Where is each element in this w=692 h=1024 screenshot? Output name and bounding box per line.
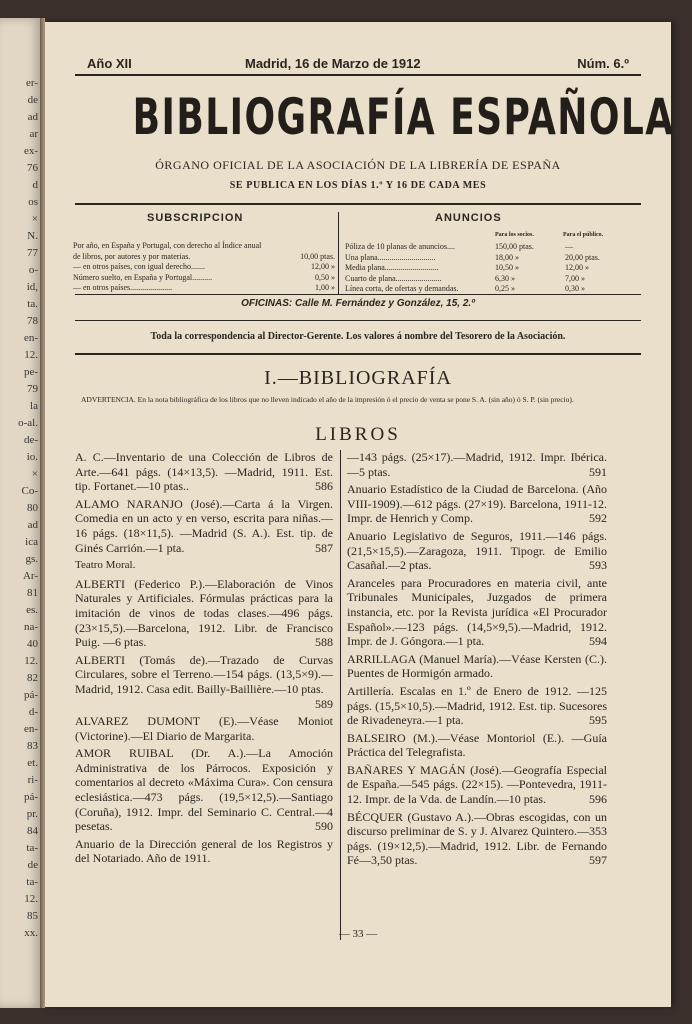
- prev-page-fragment: 12.: [24, 893, 38, 905]
- subscription-label: de libros, por autores y por materias.: [73, 251, 191, 261]
- left-column-entries: [75, 450, 333, 869]
- prev-page-fragment: ×: [31, 468, 38, 480]
- prev-page-fragment: ad: [27, 519, 38, 531]
- bibliography-entry: [75, 746, 333, 834]
- subscription-row: [73, 252, 335, 263]
- page-number: — 33 —: [338, 928, 378, 940]
- ads-price-publico: 12,00 »: [565, 263, 589, 272]
- ads-price-publico: —: [565, 242, 573, 251]
- entry-text: ALBERTI (Federico P.).—Elaboración de Vinos Naturales y Artificiales. Fórmulas prácticas para la imitación de vinos de todas clases.—496 págs. (23×15,5).—Barcelona, 1912. Libr. de Francisco Puig. —6 ptas.: [75, 576, 333, 650]
- bibliography-entry: [75, 714, 333, 743]
- document-page: [45, 22, 675, 1007]
- prev-page-fragment: en-: [23, 723, 38, 735]
- prev-page-fragment: o-al.: [18, 417, 38, 429]
- prev-page-fragment: gs.: [25, 553, 38, 565]
- prev-page-fragment: ta-: [26, 842, 38, 854]
- ads-label: Media plana...........................: [345, 263, 439, 272]
- prev-page-fragment: ri-: [27, 774, 38, 786]
- ads-col-socios: Para los socios.: [495, 232, 534, 238]
- prev-page-fragment: pe-: [23, 366, 38, 378]
- entry-text: ALVAREZ DUMONT (E).—Véase Moniot (Victorine).—El Diario de Margarita.: [75, 714, 333, 743]
- prev-page-fragment: os: [28, 196, 38, 208]
- ads-price-publico: 20,00 ptas.: [565, 252, 600, 262]
- masthead-rule-top: [75, 74, 641, 76]
- ads-row: [345, 242, 645, 253]
- entry-text: Anuario Estadístico de la Ciudad de Barcelona. (Año VIII-1909).—612 págs. (27×19). Barcelona, 1911-12. Impr. de Henrich y Comp.: [347, 482, 607, 526]
- ads-row: [345, 253, 645, 264]
- ads-price-socios: 10,50 »: [495, 263, 519, 272]
- prev-page-fragment: es.: [26, 604, 38, 616]
- prev-page-fragment: io.: [26, 451, 38, 463]
- bibliography-entry: [75, 837, 333, 866]
- prev-page-fragment: 77: [27, 247, 38, 259]
- ads-rates-table: [345, 242, 645, 295]
- subscription-price: 10,00 ptas.: [300, 251, 335, 261]
- prev-page-fragment: 78: [27, 315, 38, 327]
- subscription-row: [73, 273, 335, 284]
- entry-number: 597: [589, 853, 607, 868]
- entry-text: Aranceles para Procuradores en materia civil, ante Tribunales Municipales, Juzgados de primera instancia, etc. por la Revista jurídica «El Procurador Español».—123 págs. (14,5×9,5).—Madrid, 1912. Impr. de J. Góngora.—1 pta.: [347, 575, 607, 649]
- prev-page-fragment: xx.: [24, 927, 38, 939]
- right-column-entries: [347, 450, 607, 871]
- section-title: I.—BIBLIOGRAFÍA: [264, 367, 452, 389]
- prev-page-fragment: 79: [27, 383, 38, 395]
- bibliography-entry: [75, 558, 333, 573]
- prev-page-fragment: 80: [27, 502, 38, 514]
- subscription-heading: SUBSCRIPCION: [147, 212, 244, 224]
- prev-page-fragment: ar: [29, 128, 38, 140]
- bibliography-entry: [347, 529, 607, 573]
- prev-page-fragment: pr.: [26, 808, 38, 820]
- entry-text: Teatro Moral.: [75, 559, 136, 572]
- ads-label: Línea corta, de ofertas y demandas.: [345, 284, 459, 293]
- journal-title: BIBLIOGRAFÍA ESPAÑOLA: [132, 88, 675, 146]
- ads-col-publico: Para el público.: [563, 232, 604, 238]
- prev-page-fragment: 12.: [24, 349, 38, 361]
- previous-page-edge: [0, 18, 42, 1008]
- subscription-price: 1,00 »: [315, 283, 335, 292]
- prev-page-fragment: Ar-: [22, 570, 38, 582]
- prev-page-fragment: pá-: [23, 689, 38, 701]
- ads-price-socios: 150,00 ptas.: [495, 242, 534, 251]
- correspondence-note: Toda la correspondencia al Director-Gerente. Los valores á nombre del Tesorero de la Asociación.: [150, 331, 566, 342]
- entries-column-divider: [340, 450, 341, 940]
- journal-subtitle: ÓRGANO OFICIAL DE LA ASOCIACIÓN DE LA LIBRERÍA DE ESPAÑA: [155, 158, 561, 172]
- rates-rule: [75, 294, 641, 295]
- bibliography-entry: [347, 810, 607, 868]
- office-rule: [75, 320, 641, 321]
- column-divider: [338, 212, 339, 294]
- prev-page-fragment: 84: [27, 825, 38, 837]
- entry-number: 587: [315, 540, 333, 555]
- prev-page-fragment: ex-: [23, 145, 38, 157]
- entry-text: —143 págs. (25×17).—Madrid, 1912. Impr. Ibérica.—5 ptas.: [347, 450, 607, 479]
- subscription-row: [73, 241, 335, 252]
- subscription-label: Por año, en España y Portugal, con derecho al Índice anual: [73, 241, 262, 250]
- entry-text: Anuario de la Dirección general de los Registros y del Notariado. Año de 1911.: [75, 836, 333, 866]
- prev-page-fragment: ica: [25, 536, 38, 548]
- prev-page-fragment: o-: [28, 264, 38, 276]
- ads-price-socios: 18,00 »: [495, 252, 519, 262]
- entry-number: 588: [315, 635, 333, 650]
- entry-text: Artillería. Escalas en 1.º de Enero de 1912. —125 págs. (15,5×10,5).—Madrid, 1912. Est. tip. Sucesores de Rivadeneyra.—1 pta.: [347, 683, 607, 728]
- header-end-rule: [75, 353, 641, 355]
- entry-text: ALAMO NARANJO (José).—Carta á la Virgen. Comedia en un acto y en verso, escrita para niñas.—16 págs. (18×11,5). —Madrid (S. A.). Est. tip. de Ginés Carrión.—1 pta.: [75, 496, 333, 555]
- ads-heading: ANUNCIOS: [435, 212, 502, 224]
- prev-page-fragment: na-: [23, 621, 38, 633]
- prev-page-fragment: en-: [23, 332, 38, 344]
- bibliography-entry: [75, 653, 333, 711]
- prev-page-fragment: er-: [26, 77, 38, 89]
- bibliography-entry: [347, 576, 607, 649]
- entry-number: 589: [315, 696, 333, 711]
- prev-page-fragment: N.: [27, 230, 38, 242]
- ads-label: Póliza de 10 planas de anuncios....: [345, 242, 455, 251]
- bibliography-entry: [347, 763, 607, 807]
- prev-page-fragment: d-: [28, 706, 38, 718]
- prev-page-fragment: 76: [27, 162, 38, 174]
- entry-number: 593: [589, 558, 607, 573]
- ads-price-socios: 6,30 »: [495, 273, 515, 283]
- subscription-rates: [73, 241, 335, 294]
- prev-page-fragment: ad: [27, 111, 38, 123]
- issue-year: Año XII: [87, 56, 132, 71]
- entry-text: ALBERTI (Tomás de).—Trazado de Curvas Circulares, sobre el Terreno.—154 págs. (13,5×9).—Madrid, 1912. Casa edit. Bailly-Baillière.—10 ptas.: [75, 652, 333, 696]
- prev-page-fragment: pá-: [23, 791, 38, 803]
- prev-page-fragment: id,: [26, 281, 38, 293]
- entry-number: 590: [315, 819, 333, 834]
- entry-text: BALSEIRO (M.).—Véase Montoriol (E.). —Guía Práctica del Telegrafista.: [347, 730, 607, 760]
- prev-page-fragment: Co-: [21, 485, 38, 497]
- ads-row: [345, 263, 645, 274]
- libros-heading: LIBROS: [315, 424, 401, 445]
- ads-label: Una plana.............................: [345, 252, 436, 262]
- office-address: OFICINAS: Calle M. Fernández y González, 15, 2.º: [241, 298, 475, 309]
- advertencia-note: ADVERTENCIA. En la nota bibliográfica de los libros que no lleven indicado el año de la impresión ó el precio de venta se pone S. A. (sin año) ó S. P. (sin precio).: [81, 395, 574, 404]
- entry-number: 595: [589, 713, 607, 728]
- prev-page-fragment: ×: [31, 213, 38, 225]
- prev-page-fragment: et.: [27, 757, 38, 769]
- prev-page-fragment: la: [30, 400, 38, 412]
- ads-price-publico: 7,00 »: [565, 273, 585, 283]
- prev-page-fragment: 12.: [24, 655, 38, 667]
- bibliography-entry: [347, 731, 607, 760]
- bibliography-entry: [75, 450, 333, 494]
- bibliography-entry: [347, 482, 607, 526]
- entry-number: 592: [589, 511, 607, 526]
- prev-page-fragment: 81: [27, 587, 38, 599]
- prev-page-fragment: 40: [27, 638, 38, 650]
- prev-page-fragment: ta-: [26, 876, 38, 888]
- entry-text: BÉCQUER (Gustavo A.).—Obras escogidas, con un discurso preliminar de S. y J. Alvarez Quintero.—353 págs. (19×12,5).—Madrid, 1912. Libr. de Fernando Fé—3,50 ptas.: [347, 809, 607, 868]
- prev-page-fragment: 82: [27, 672, 38, 684]
- subscription-label: Número suelto, en España y Portugal..........: [73, 272, 213, 282]
- entry-number: 586: [315, 479, 333, 494]
- subscription-price: 0,50 »: [315, 272, 335, 282]
- ads-price-socios: 0,25 »: [495, 284, 515, 293]
- issue-number: Núm. 6.º: [577, 56, 629, 71]
- issue-date: Madrid, 16 de Marzo de 1912: [245, 56, 421, 71]
- subscription-label: — en otros países.....................: [73, 283, 173, 292]
- bibliography-entry: [75, 497, 333, 555]
- bibliography-entry: [75, 577, 333, 650]
- bibliography-entry: [347, 450, 607, 479]
- entry-number: 591: [589, 464, 607, 479]
- entry-text: A. C.—Inventario de una Colección de Libros de Arte.—641 págs. (14×13,5). —Madrid, 1911. Est. tip. Fortanet.—10 ptas..: [75, 450, 333, 494]
- prev-page-fragment: ta.: [27, 298, 38, 310]
- ads-label: Cuarto de plana.......................: [345, 273, 442, 283]
- prev-page-fragment: 83: [27, 740, 38, 752]
- bibliography-entry: [347, 684, 607, 728]
- entry-number: 596: [589, 792, 607, 807]
- prev-page-fragment: d: [32, 179, 38, 191]
- prev-page-fragment: de: [27, 859, 38, 871]
- ads-row: [345, 284, 645, 295]
- ads-price-publico: 0,30 »: [565, 284, 585, 293]
- entry-text: Anuario Legislativo de Seguros, 1911.—146 págs. (21,5×15,5).—Zaragoza, 1911. Tipogr. de Emilio Casañal.—2 ptas.: [347, 528, 607, 573]
- subscription-price: 12,00 »: [311, 262, 335, 271]
- entry-text: ARRILLAGA (Manuel María).—Véase Kersten (C.). Puentes de Hormigón armado.: [347, 651, 607, 681]
- bibliography-entry: [347, 652, 607, 681]
- entry-number: 594: [589, 634, 607, 649]
- ads-row: [345, 274, 645, 285]
- subscription-row: [73, 283, 335, 294]
- entry-text: BAÑARES Y MAGÁN (José).—Geografía Especial de España.—545 págs. (22×15). —Pontevedra, 1911-12. Impr. de la Vda. de Landín.—10 ptas.: [347, 762, 607, 807]
- publication-frequency: SE PUBLICA EN LOS DÍAS 1.º Y 16 DE CADA MES: [229, 180, 487, 191]
- masthead-rule-bottom: [75, 203, 641, 205]
- subscription-label: — en otros países, con igual derecho.......: [73, 262, 205, 271]
- prev-page-fragment: 85: [27, 910, 38, 922]
- prev-page-fragment: de-: [23, 434, 38, 446]
- entry-text: AMOR RUIBAL (Dr. A.).—La Amoción Administrativa de los Párrocos. Exposición y comentarios al decreto «Máxima Cura». Con censura eclesiástica.—473 págs. (19,5×12,5).—Santiago (Coruña), 1912. Impr. del Seminario C. Central.—4 pesetas.: [75, 746, 333, 834]
- prev-page-fragment: de: [27, 94, 38, 106]
- subscription-row: [73, 262, 335, 273]
